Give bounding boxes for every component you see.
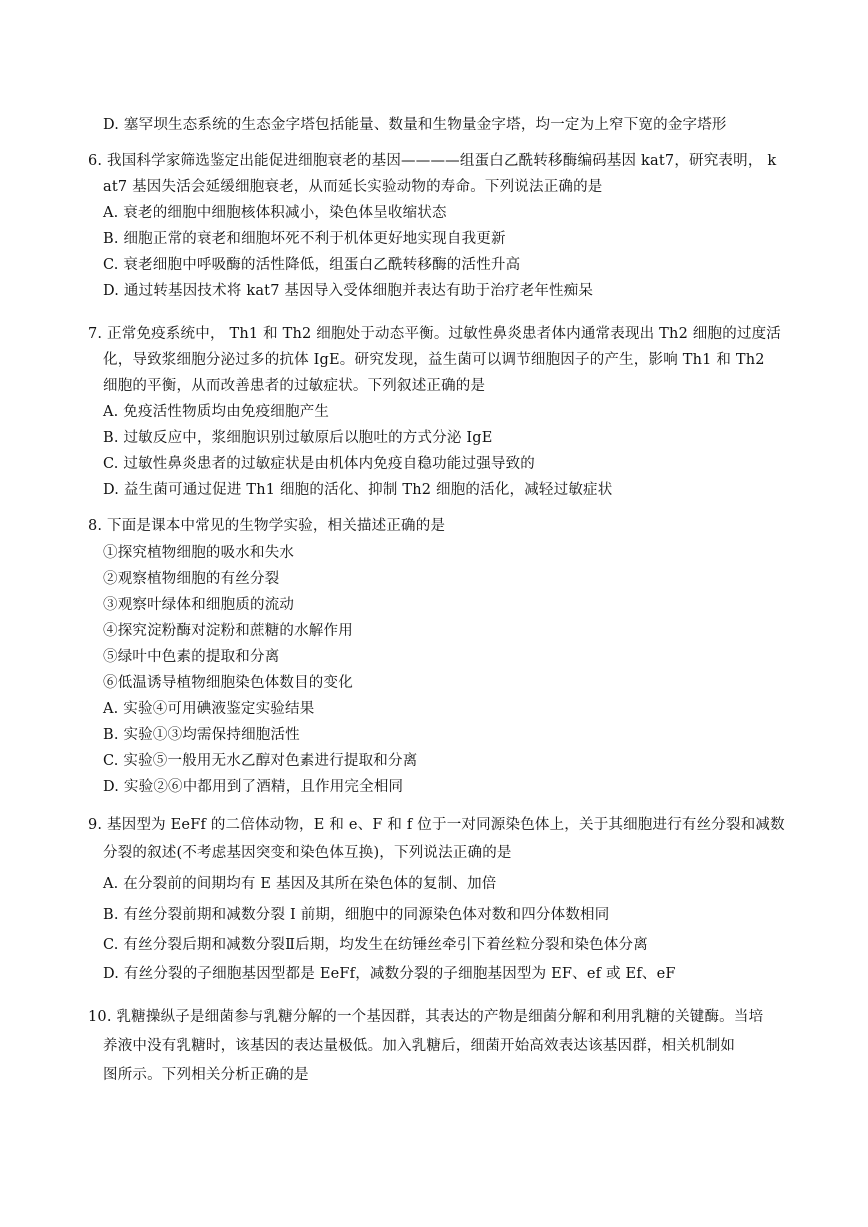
q5-option-d: D. 塞罕坝生态系统的生态金字塔包括能量、数量和生物量金字塔，均一定为上窄下宽的金字塔形: [103, 117, 727, 133]
q7-stem-line-1: 7. 正常免疫系统中， Th1 和 Th2 细胞处于动态平衡。过敏性鼻炎患者体内通常表现出 Th2 细胞的过度活: [88, 326, 782, 342]
q10-stem-line-1: 10. 乳糖操纵子是细菌参与乳糖分解的一个基因群，其表达的产物是细菌分解和利用乳糖的关键酶。当培: [88, 1009, 764, 1025]
q7-stem-line-3: 细胞的平衡，从而改善患者的过敏症状。下列叙述正确的是: [103, 378, 486, 394]
q8-stem-line-1: 8. 下面是课本中常见的生物学实验，相关描述正确的是: [88, 518, 446, 534]
q7-stem-line-2: 化，导致浆细胞分泌过多的抗体 IgE。研究发现，益生菌可以调节细胞因子的产生，影响 Th1 和 Th2: [103, 352, 765, 368]
q8-item-1: ①探究植物细胞的吸水和失水: [103, 545, 295, 561]
q9-option-b: B. 有丝分裂前期和减数分裂 I 前期，细胞中的同源染色体对数和四分体数相同: [103, 907, 610, 923]
q10-stem-line-2: 养液中没有乳糖时，该基因的表达量极低。加入乳糖后，细菌开始高效表达该基因群，相关机制如: [103, 1038, 736, 1054]
q8-item-6: ⑥低温诱导植物细胞染色体数目的变化: [103, 675, 353, 691]
q8-option-c: C. 实验⑤一般用无水乙醇对色素进行提取和分离: [103, 753, 418, 769]
q8-item-5: ⑤绿叶中色素的提取和分离: [103, 649, 280, 665]
q8-option-a: A. 实验④可用碘液鉴定实验结果: [103, 701, 315, 717]
q6-option-d: D. 通过转基因技术将 kat7 基因导入受体细胞并表达有助于治疗老年性痴呆: [103, 283, 594, 299]
q6-option-c: C. 衰老细胞中呼吸酶的活性降低，组蛋白乙酰转移酶的活性升高: [103, 257, 521, 273]
q7-option-b: B. 过敏反应中，浆细胞识别过敏原后以胞吐的方式分泌 IgE: [103, 430, 493, 446]
q9-option-d: D. 有丝分裂的子细胞基因型都是 EeFf，减数分裂的子细胞基因型为 EF、ef 或 Ef、eF: [103, 966, 676, 982]
q7-option-a: A. 免疫活性物质均由免疫细胞产生: [103, 404, 330, 420]
q6-option-b: B. 细胞正常的衰老和细胞坏死不利于机体更好地实现自我更新: [103, 231, 506, 247]
q9-option-c: C. 有丝分裂后期和减数分裂Ⅱ后期，均发生在纺锤丝牵引下着丝粒分裂和染色体分离: [103, 937, 648, 953]
q9-stem-line-2: 分裂的叙述(不考虑基因突变和染色体互换)，下列说法正确的是: [103, 845, 512, 861]
q7-option-c: C. 过敏性鼻炎患者的过敏症状是由机体内免疫自稳功能过强导致的: [103, 456, 535, 472]
q6-option-a: A. 衰老的细胞中细胞核体积减小，染色体呈收缩状态: [103, 205, 447, 221]
q8-option-b: B. 实验①③均需保持细胞活性: [103, 727, 300, 743]
q10-stem-line-3: 图所示。下列相关分析正确的是: [103, 1067, 309, 1083]
q7-option-d: D. 益生菌可通过促进 Th1 细胞的活化、抑制 Th2 细胞的活化，减轻过敏症状: [103, 482, 613, 498]
q8-item-2: ②观察植物细胞的有丝分裂: [103, 571, 280, 587]
q9-stem-line-1: 9. 基因型为 EeFf 的二倍体动物，E 和 e、F 和 f 位于一对同源染色体上，关于其细胞进行有丝分裂和减数: [88, 817, 785, 833]
q9-option-a: A. 在分裂前的间期均有 E 基因及其所在染色体的复制、加倍: [103, 876, 497, 892]
q8-option-d: D. 实验②⑥中都用到了酒精，且作用完全相同: [103, 779, 404, 795]
q8-item-4: ④探究淀粉酶对淀粉和蔗糖的水解作用: [103, 623, 353, 639]
q6-stem-line-2: at7 基因失活会延缓细胞衰老，从而延长实验动物的寿命。下列说法正确的是: [103, 179, 603, 195]
q8-item-3: ③观察叶绿体和细胞质的流动: [103, 597, 295, 613]
q6-stem-line-1: 6. 我国科学家筛选鉴定出能促进细胞衰老的基因————组蛋白乙酰转移酶编码基因 kat7，研究表明， k: [88, 153, 777, 169]
